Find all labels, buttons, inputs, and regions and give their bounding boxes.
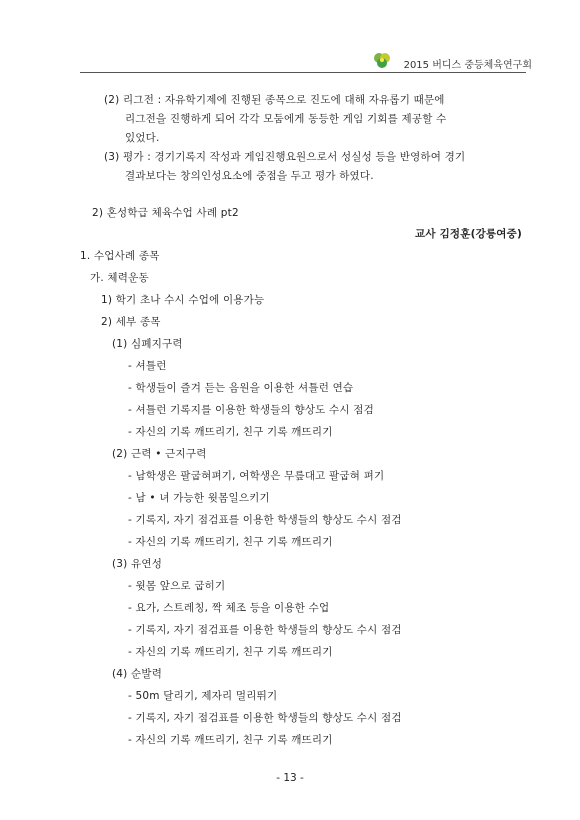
group-bullet: - 자신의 기록 깨뜨리기, 친구 기록 깨뜨리기 [128,646,333,658]
group-bullet: - 기록지, 자기 점검표를 이용한 학생들의 향상도 수시 점검 [128,514,402,526]
intro-item-2-line-1: (2) 리그전 : 자유학기제에 진행된 종목으로 진도에 대해 자유롭기 때문에 [104,94,445,106]
intro-item-3-line-2: 결과보다는 창의인성요소에 중점을 두고 평가 하였다. [125,170,374,182]
outline-heading-1: 1. 수업사례 종목 [80,250,160,262]
header-title: 2015 버디스 중등체육연구회 [403,60,532,71]
outline-item-1: 1) 학기 초나 수시 수업에 이용가능 [101,294,265,306]
group-bullet: - 남학생은 팔굽혀펴기, 여학생은 무릎대고 팔굽혀 펴기 [128,470,385,482]
group-bullet: - 윗몸 앞으로 굽히기 [128,580,226,592]
intro-item-3-line-1: (3) 평가 : 경기기록지 작성과 게임진행요원으로서 성실성 등을 반영하여 경기 [104,151,466,163]
group-title: (4) 순발력 [112,668,163,680]
page-number: - 13 - [276,772,304,784]
intro-item-2-line-3: 있었다. [125,132,160,144]
section-heading: 2) 혼성학급 체육수업 사례 pt2 [92,207,239,219]
group-bullet: - 학생들이 즐겨 듣는 음원을 이용한 셔틀런 연습 [128,382,354,394]
group-bullet: - 셔틀런 [128,360,167,372]
group-bullet: - 50m 달리기, 제자리 멀리뛰기 [128,690,278,702]
intro-item-2-line-2: 리그전을 진행하게 되어 각각 모둠에게 동등한 게임 기회를 제공할 수 [125,113,447,125]
group-bullet: - 남 • 녀 가능한 윗몸일으키기 [128,492,270,504]
group-bullet: - 기록지, 자기 점검표를 이용한 학생들의 향상도 수시 점검 [128,624,402,636]
group-title: (1) 심폐지구력 [112,338,183,350]
group-bullet: - 셔틀런 기록지를 이용한 학생들의 향상도 수시 점검 [128,404,374,416]
club-logo-icon [372,50,392,70]
group-bullet: - 자신의 기록 깨뜨리기, 친구 기록 깨뜨리기 [128,734,333,746]
group-title: (3) 유연성 [112,558,163,570]
group-title: (2) 근력 • 근지구력 [112,448,207,460]
group-bullet: - 요가, 스트레칭, 짝 체조 등을 이용한 수업 [128,602,330,614]
outline-heading-2: 가. 체력운동 [90,272,149,284]
author-line: 교사 김정훈(강릉여중) [415,228,522,240]
group-bullet: - 자신의 기록 깨뜨리기, 친구 기록 깨뜨리기 [128,536,333,548]
outline-item-2: 2) 세부 종목 [101,316,161,328]
group-bullet: - 자신의 기록 깨뜨리기, 친구 기록 깨뜨리기 [128,426,333,438]
header-divider [80,72,526,73]
group-bullet: - 기록지, 자기 점검표를 이용한 학생들의 향상도 수시 점검 [128,712,402,724]
